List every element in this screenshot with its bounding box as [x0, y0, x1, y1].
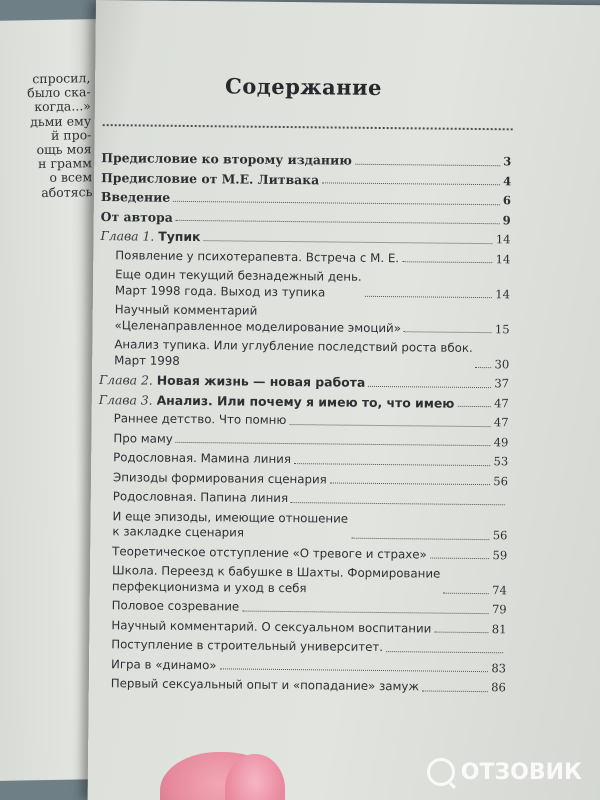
toc-page-number: 59	[492, 547, 508, 562]
leader-dots	[291, 502, 505, 505]
toc-page-number: 9	[502, 212, 511, 227]
toc-subentry-line: Первый сексуальный опыт и «попадание» замуж	[110, 676, 420, 694]
left-line: спросил,	[32, 70, 91, 87]
toc-subentry	[100, 248, 510, 268]
toc-subentry-line: к закладке сценария	[112, 524, 245, 540]
toc-subentry	[96, 618, 506, 638]
toc-subentry-line: Половое созревание	[111, 598, 240, 614]
toc-subentry-line: Раннее детство. Что помню	[113, 411, 287, 428]
toc-page-number: 79	[491, 602, 507, 617]
toc-page-number: 15	[494, 321, 510, 336]
toc-subentry-line: Эпизоды формирования сценария	[112, 469, 327, 486]
toc-entry-label: Предисловие от М.Е. Литвака	[101, 169, 320, 187]
toc-subentry-line: Родословная. Мамина линия	[113, 450, 292, 467]
chapter-1-heading	[100, 228, 510, 248]
watermark	[427, 758, 582, 786]
toc-entry-label: Предисловие ко второму изданию	[101, 150, 353, 168]
toc-subentry-line: Научный комментарий	[114, 302, 258, 318]
left-line: дьми ему	[29, 112, 92, 129]
toc-subentry-line: Игра в «динамо»	[110, 656, 217, 672]
leader-dots	[422, 690, 488, 692]
leader-dots	[322, 182, 500, 185]
toc-subentry-line: Родословная. Папина линия	[112, 489, 289, 506]
toc-page-number: 47	[494, 395, 509, 410]
toc-subentry	[98, 450, 508, 470]
left-line: о всем	[49, 169, 93, 186]
toc-subentry-line: Еще один текущий безнадежный день.	[115, 267, 362, 284]
leader-dots	[443, 593, 489, 594]
toc-subentry-line: Поступление в строительный университет.	[111, 637, 384, 655]
chapter-title: Анализ. Или почему я имею то, что имею	[156, 392, 455, 411]
leader-dots	[430, 558, 490, 560]
toc-subentry	[98, 431, 508, 451]
toc-subentry	[96, 637, 506, 657]
leader-dots	[404, 331, 492, 333]
toc-subentry-line: Анализ тупика. Или углубление последствий роста вбок.	[114, 337, 473, 355]
left-line: ощь моя	[36, 141, 92, 158]
magnifier-icon	[427, 758, 455, 786]
toc-page-number: 56	[493, 473, 509, 488]
toc-subentry	[96, 657, 506, 677]
toc-subentry	[98, 470, 508, 490]
leader-dots	[351, 537, 490, 539]
toc-subentry-line: Появление у психотерапевта. Встреча с М. Е.	[115, 247, 400, 265]
leader-dots	[402, 261, 493, 263]
left-line: было ска-	[27, 84, 91, 101]
chapter-3-heading	[99, 392, 509, 412]
leader-dots	[242, 610, 489, 614]
toc-subentry-line: Март 1998 года. Выход из тупика	[114, 282, 326, 299]
contents-page	[88, 0, 600, 800]
toc-subentry	[99, 337, 509, 372]
chapter-2-heading	[99, 372, 509, 392]
toc-subentry-line: Научный комментарий. О сексуальном воспитании	[111, 617, 432, 636]
toc-subentry	[96, 676, 506, 696]
toc-subentry	[97, 544, 507, 564]
toc-subentry	[97, 509, 507, 544]
toc-page-number: 47	[493, 415, 509, 430]
toc-page-number: 81	[491, 621, 507, 636]
toc-subentry-line: перфекционизма и уход в себя	[111, 578, 307, 595]
toc-subentry	[99, 411, 509, 431]
toc-subentry-line: «Целенаправленное моделирование эмоций»	[114, 317, 402, 335]
toc-page-number: 14	[495, 251, 511, 266]
left-line: когда...»	[34, 98, 92, 115]
toc-subentry	[97, 598, 507, 618]
toc-page-number: 53	[493, 454, 509, 469]
toc-page-number: 30	[494, 356, 510, 371]
leader-dots	[476, 367, 492, 368]
toc-subentry	[97, 563, 507, 598]
watermark-text: ОТЗОВИК	[460, 759, 582, 785]
toc-page-number: 86	[491, 680, 506, 695]
toc-entry-label: Введение	[100, 189, 171, 205]
leader-dots	[294, 463, 491, 466]
left-line: н грамм	[37, 155, 92, 172]
toc-subentry	[100, 302, 510, 337]
leader-dots	[457, 406, 491, 407]
toc-subentry	[100, 267, 510, 302]
toc-subentry-line: Март 1998	[114, 352, 180, 368]
page-title: Содержание	[224, 73, 383, 100]
toc-page-number: 6	[502, 193, 511, 208]
toc-entry	[101, 150, 511, 170]
toc-subentry-line: Про маму	[113, 430, 173, 446]
left-line: й про-	[50, 127, 92, 143]
left-line: аботясь	[41, 183, 93, 200]
leader-dots	[289, 424, 491, 427]
toc-subentry-line: Теоретическое отступление «О тревоге и страхе»	[112, 543, 427, 561]
chapter-title: Тупик	[158, 228, 201, 245]
chapter-number: Глава 1.	[100, 228, 155, 244]
leader-dots	[434, 632, 488, 634]
chapter-title: Новая жизнь — новая работа	[156, 372, 366, 390]
toc-entry-label: От автора	[100, 208, 173, 225]
toc-subentry	[98, 489, 508, 509]
toc-page-number: 37	[494, 376, 510, 391]
toc-page-number: 56	[492, 528, 508, 543]
toc-page-number: 49	[493, 434, 509, 449]
leader-dots	[176, 442, 491, 446]
toc-page-number: 74	[492, 582, 507, 597]
table-of-contents	[96, 150, 512, 700]
toc-page-number: 4	[503, 173, 512, 188]
leader-dots	[220, 668, 489, 672]
chapter-number: Глава 3.	[98, 391, 153, 408]
chapter-number: Глава 2.	[98, 372, 153, 388]
leader-dots	[330, 482, 491, 485]
toc-page-number: 14	[495, 232, 511, 247]
toc-page-number: 83	[491, 660, 507, 675]
toc-entry	[101, 170, 511, 190]
toc-page-number: 3	[503, 154, 512, 169]
leader-dots	[203, 240, 492, 244]
toc-subentry-line: И еще эпизоды, имеющие отношение	[112, 508, 349, 526]
divider	[103, 124, 513, 130]
toc-entry	[101, 189, 511, 209]
toc-entry	[101, 209, 511, 229]
toc-subentry-line: Школа. Переезд к бабушке в Шахты. Формирование	[111, 563, 441, 581]
toc-page-number: 14	[495, 286, 511, 301]
leader-dots	[368, 385, 491, 387]
leader-dots	[176, 220, 500, 224]
leader-dots	[355, 163, 500, 166]
leader-dots	[173, 200, 500, 204]
left-page-text	[0, 71, 92, 200]
leader-dots	[386, 651, 503, 653]
leader-dots	[364, 296, 492, 298]
